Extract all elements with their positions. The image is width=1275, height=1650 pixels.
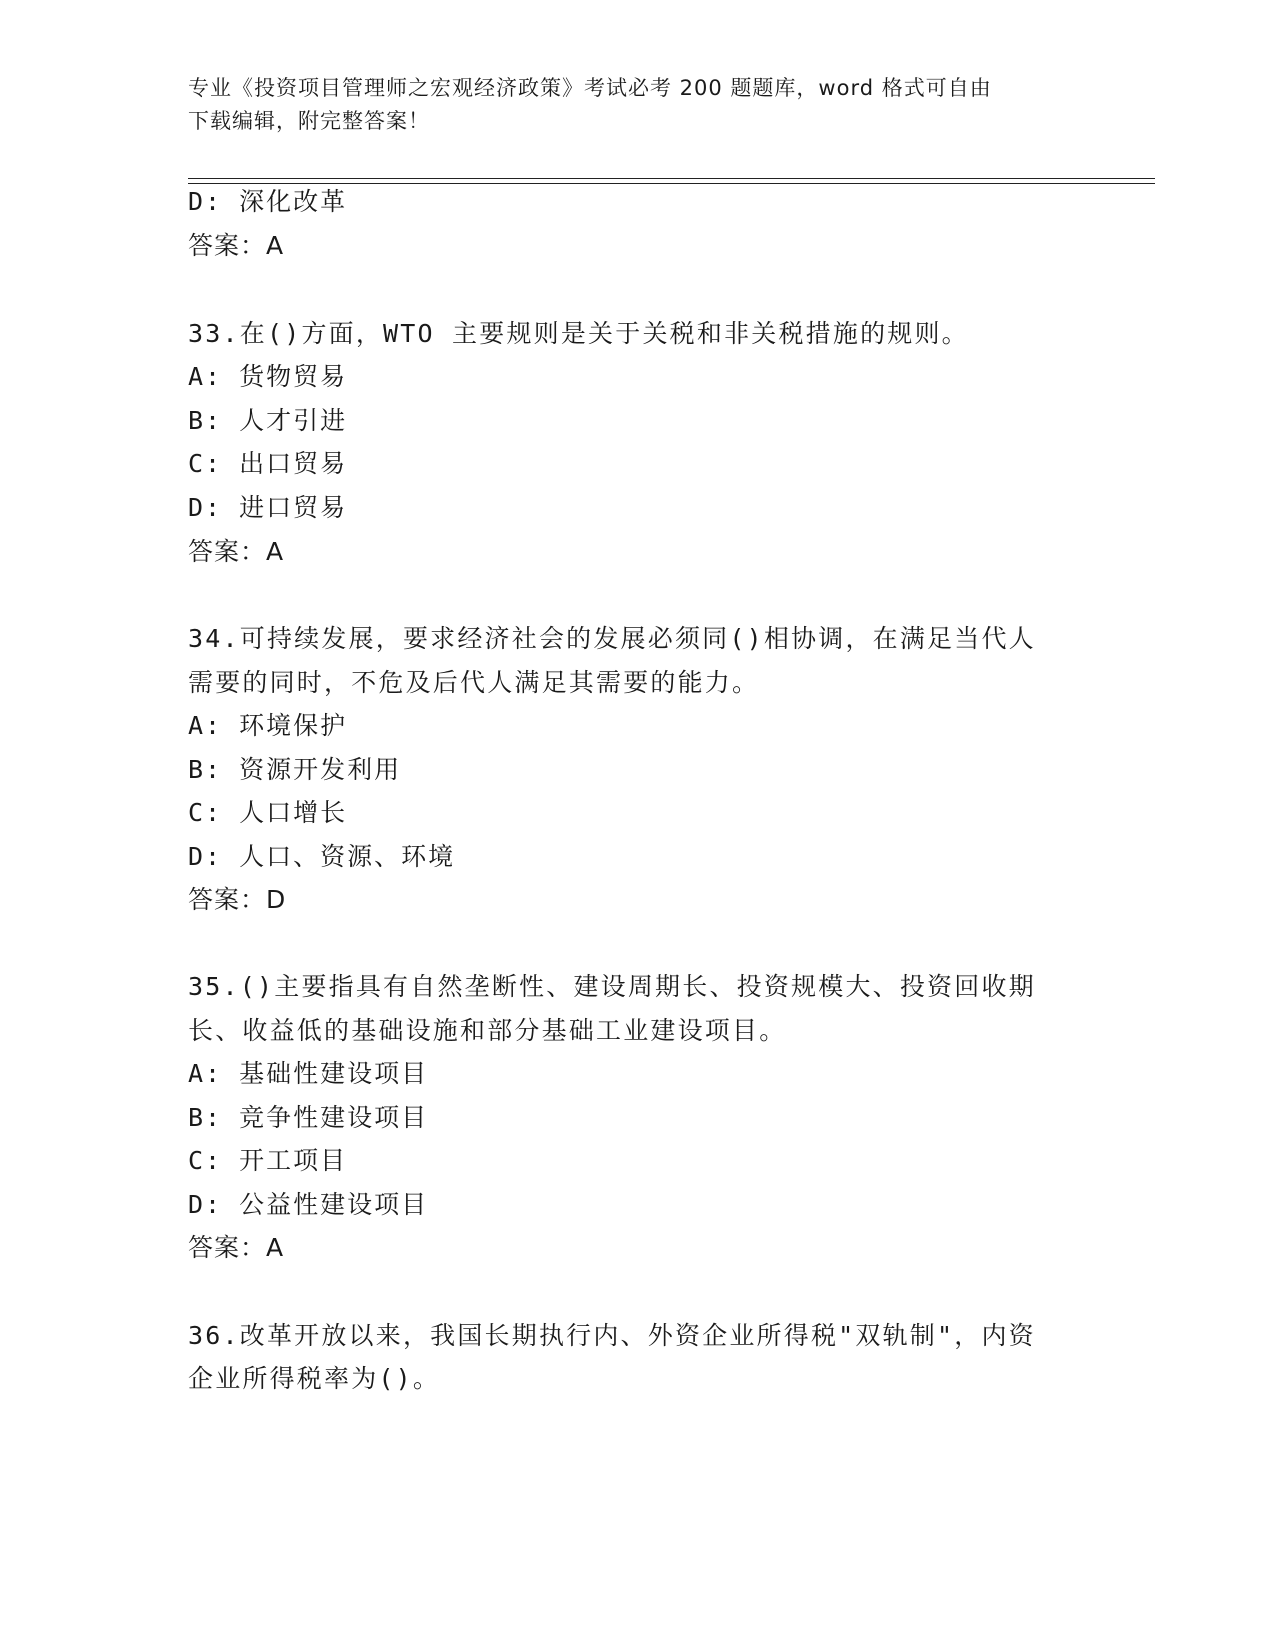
q34-option-c: C: 人口增长 [188, 798, 348, 827]
q35-option-b: B: 竞争性建设项目 [188, 1103, 429, 1132]
q36-stem-line-1: 36.改革开放以来，我国长期执行内、外资企业所得税"双轨制"，内资 [188, 1321, 1036, 1350]
q34-option-b: B: 资源开发利用 [188, 755, 402, 784]
q33-answer: 答案：A [188, 537, 285, 566]
header-line-2: 下载编辑，附完整答案！ [188, 109, 430, 133]
prev-option-d: D: 深化改革 [188, 187, 348, 216]
q33-option-b: B: 人才引进 [188, 406, 348, 435]
q35-answer: 答案：A [188, 1233, 285, 1262]
q34-stem-line-1: 34.可持续发展，要求经济社会的发展必须同()相协调，在满足当代人 [188, 624, 1036, 653]
q33-option-c: C: 出口贸易 [188, 449, 348, 478]
q35-option-c: C: 开工项目 [188, 1146, 348, 1175]
q36-stem-line-2: 企业所得税率为()。 [188, 1364, 441, 1393]
q35-stem-line-2: 长、收益低的基础设施和部分基础工业建设项目。 [188, 1016, 787, 1045]
q34-option-d: D: 人口、资源、环境 [188, 842, 456, 871]
q34-stem-line-2: 需要的同时，不危及后代人满足其需要的能力。 [188, 668, 760, 697]
q33-option-d: D: 进口贸易 [188, 493, 348, 522]
q34-option-a: A: 环境保护 [188, 711, 348, 740]
document-header [188, 72, 1068, 138]
q35-stem-line-1: 35.()主要指具有自然垄断性、建设周期长、投资规模大、投资回收期 [188, 972, 1036, 1001]
q35-option-d: D: 公益性建设项目 [188, 1190, 429, 1219]
q33-stem: 33.在()方面，WTO 主要规则是关于关税和非关税措施的规则。 [188, 319, 969, 348]
q33-option-a: A: 货物贸易 [188, 362, 348, 391]
header-divider [188, 178, 1155, 184]
prev-answer: 答案：A [188, 231, 285, 260]
header-line-1: 专业《投资项目管理师之宏观经济政策》考试必考 200 题题库，word 格式可自由 [188, 76, 992, 100]
q35-option-a: A: 基础性建设项目 [188, 1059, 429, 1088]
q34-answer: 答案：D [188, 885, 287, 914]
